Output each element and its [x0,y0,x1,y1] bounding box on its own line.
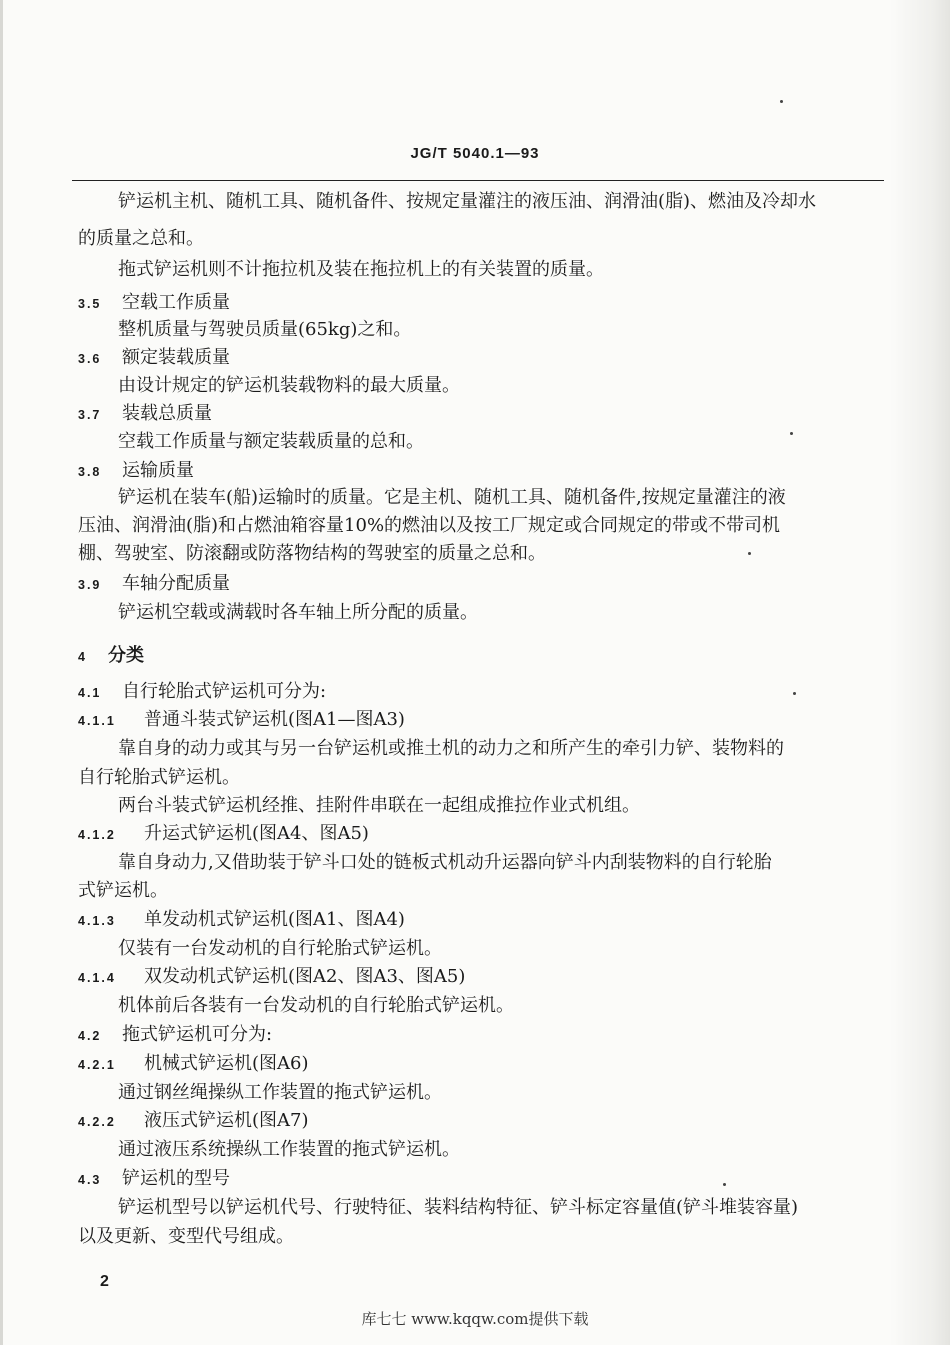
section-heading [78,708,405,733]
section-number: 4.2 [78,1029,102,1043]
section-heading [78,459,194,484]
section-number: 4.1.2 [78,828,116,842]
body-line: 式铲运机。 [78,880,168,901]
section-heading [78,822,369,847]
section-heading [78,1109,309,1134]
body-line: 的质量之总和。 [78,228,204,249]
body-line: 铲运机空载或满载时各车轴上所分配的质量。 [118,602,478,623]
section-title: 额定装载质量 [122,347,230,368]
section-heading [78,402,212,427]
page-number: 2 [100,1273,109,1290]
section-title: 双发动机式铲运机(图A2、图A3、图A5) [144,966,466,987]
section-title: 装载总质量 [122,403,212,424]
section-heading [78,965,465,990]
body-line: 自行轮胎式铲运机。 [78,767,240,788]
section-number: 4.3 [78,1173,102,1187]
body-line: 通过钢丝绳操纵工作装置的拖式铲运机。 [118,1082,442,1103]
section-number: 3.6 [78,352,102,366]
scan-speck [723,1183,726,1186]
body-line: 以及更新、变型代号组成。 [78,1226,294,1247]
section-number: 4.2.2 [78,1115,116,1129]
section-number: 4.1.3 [78,914,116,928]
section-number: 4.1.1 [78,714,116,728]
body-line: 棚、驾驶室、防滚翻或防落物结构的驾驶室的质量之总和。 [78,543,546,564]
section-heading [78,1023,272,1048]
chapter-title: 分类 [108,645,144,666]
section-number: 3.5 [78,297,102,311]
scan-speck [780,100,783,103]
section-title: 普通斗装式铲运机(图A1—图A3) [144,709,405,730]
section-number: 4.2.1 [78,1058,116,1072]
section-heading [78,1167,230,1192]
section-heading [78,1052,309,1077]
chapter-heading [78,644,144,669]
section-title: 空载工作质量 [122,292,230,313]
section-title: 升运式铲运机(图A4、图A5) [144,823,369,844]
section-number: 3.8 [78,465,102,479]
section-number: 4.1.4 [78,971,116,985]
section-title: 拖式铲运机可分为: [122,1024,273,1045]
section-title: 车轴分配质量 [122,573,230,594]
section-heading [78,908,405,933]
section-title: 运输质量 [122,460,194,481]
body-line: 通过液压系统操纵工作装置的拖式铲运机。 [118,1139,460,1160]
body-line: 铲运机主机、随机工具、随机备件、按规定量灌注的液压油、润滑油(脂)、燃油及冷却水 [118,191,817,212]
section-title: 机械式铲运机(图A6) [144,1053,309,1074]
body-line: 空载工作质量与额定装载质量的总和。 [118,431,424,452]
watermark-footer: 库七七 www.kqqw.com提供下载 [361,1310,589,1328]
section-title: 铲运机的型号 [122,1168,230,1189]
body-line: 铲运机在装车(船)运输时的质量。它是主机、随机工具、随机备件,按规定量灌注的液 [118,487,786,508]
chapter-number: 4 [78,650,87,664]
body-line: 两台斗装式铲运机经推、挂附件串联在一起组成推拉作业式机组。 [118,795,640,816]
scan-speck [790,432,793,435]
body-line: 拖式铲运机则不计拖拉机及装在拖拉机上的有关装置的质量。 [118,259,604,280]
section-title: 自行轮胎式铲运机可分为: [122,681,327,702]
body-line: 靠自身动力,又借助装于铲斗口处的链板式机动升运器向铲斗内刮装物料的自行轮胎 [118,852,772,873]
body-line: 压油、润滑油(脂)和占燃油箱容量10%的燃油以及按工厂规定或合同规定的带或不带司机 [78,515,781,536]
scan-edge-left [0,0,3,1345]
section-title: 液压式铲运机(图A7) [144,1110,309,1131]
section-heading [78,680,326,705]
body-line: 仅装有一台发动机的自行轮胎式铲运机。 [118,938,442,959]
section-number: 4.1 [78,686,102,700]
section-heading [78,291,230,316]
body-line: 整机质量与驾驶员质量(65kg)之和。 [118,319,412,340]
scan-speck [793,692,796,695]
body-line: 铲运机型号以铲运机代号、行驶特征、装料结构特征、铲斗标定容量值(铲斗堆装容量) [118,1197,799,1218]
page-header: JG/T 5040.1—93 [410,145,540,162]
section-number: 3.7 [78,408,102,422]
body-line: 由设计规定的铲运机装载物料的最大质量。 [118,375,460,396]
scan-speck [748,552,751,555]
section-heading [78,572,230,597]
header-rule [72,180,884,181]
section-number: 3.9 [78,578,102,592]
scan-edge-right [890,0,950,1345]
body-line: 靠自身的动力或其与另一台铲运机或推土机的动力之和所产生的牵引力铲、装物料的 [118,738,784,759]
body-line: 机体前后各装有一台发动机的自行轮胎式铲运机。 [118,995,514,1016]
section-heading [78,346,230,371]
section-title: 单发动机式铲运机(图A1、图A4) [144,909,405,930]
